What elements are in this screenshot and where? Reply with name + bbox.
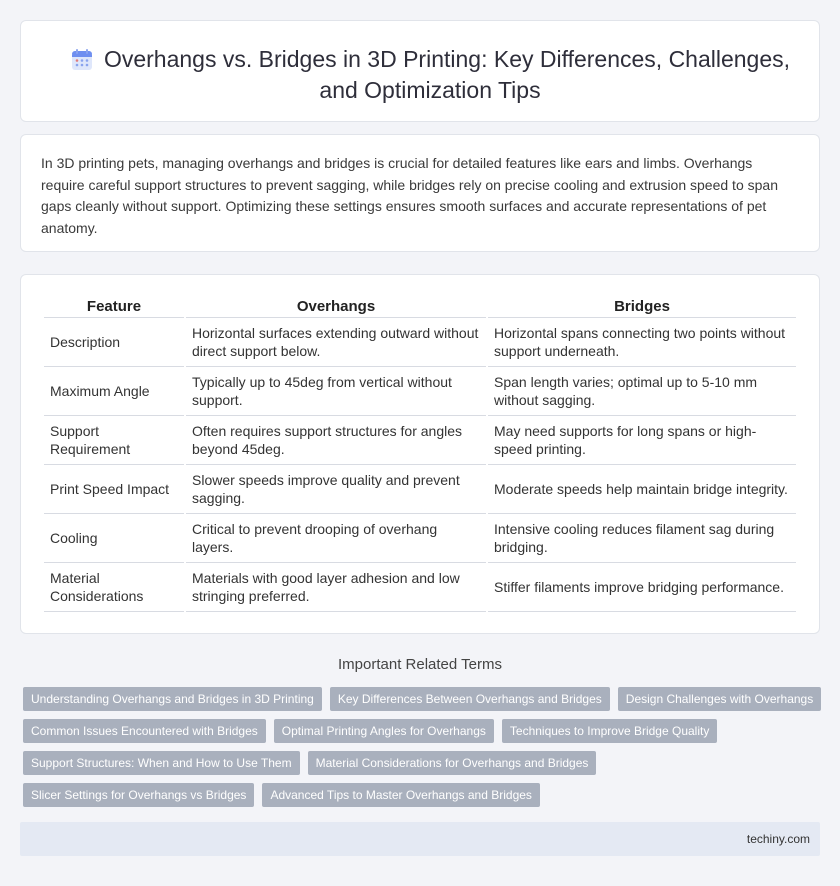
related-term-tag[interactable]: Material Considerations for Overhangs and Bridges <box>308 751 597 775</box>
table-row <box>44 416 796 465</box>
related-term-tag[interactable]: Slicer Settings for Overhangs vs Bridges <box>23 783 254 807</box>
title-card <box>20 20 820 122</box>
tag-row <box>23 687 823 711</box>
intro-card <box>20 134 820 252</box>
table-cell-overhangs: Slower speeds improve quality and prevent sagging. <box>186 465 486 514</box>
table-cell-bridges: Moderate speeds help maintain bridge integrity. <box>488 465 796 514</box>
related-term-tag[interactable]: Design Challenges with Overhangs <box>618 687 821 711</box>
comparison-table <box>42 297 798 612</box>
tag-row <box>23 719 823 743</box>
column-header-overhangs: Overhangs <box>186 297 486 318</box>
table-cell-feature: Maximum Angle <box>44 367 184 416</box>
table-cell-bridges: Intensive cooling reduces filament sag during bridging. <box>488 514 796 563</box>
table-cell-feature: Cooling <box>44 514 184 563</box>
table-cell-bridges: Horizontal spans connecting two points without support underneath. <box>488 318 796 367</box>
table-header-row <box>44 297 796 318</box>
table-cell-overhangs: Materials with good layer adhesion and low stringing preferred. <box>186 563 486 612</box>
table-cell-overhangs: Horizontal surfaces extending outward without direct support below. <box>186 318 486 367</box>
table-row <box>44 318 796 367</box>
column-header-bridges: Bridges <box>488 297 796 318</box>
table-cell-bridges: Span length varies; optimal up to 5-10 mm without sagging. <box>488 367 796 416</box>
column-header-feature: Feature <box>44 297 184 318</box>
tag-row <box>23 751 823 775</box>
table-cell-overhangs: Often requires support structures for angles beyond 45deg. <box>186 416 486 465</box>
related-term-tag[interactable]: Optimal Printing Angles for Overhangs <box>274 719 494 743</box>
related-term-tag[interactable]: Techniques to Improve Bridge Quality <box>502 719 717 743</box>
related-term-tag[interactable]: Common Issues Encountered with Bridges <box>23 719 266 743</box>
table-cell-bridges: Stiffer filaments improve bridging performance. <box>488 563 796 612</box>
table-row <box>44 563 796 612</box>
table-row <box>44 367 796 416</box>
table-cell-bridges: May need supports for long spans or high-speed printing. <box>488 416 796 465</box>
table-cell-feature: Print Speed Impact <box>44 465 184 514</box>
site-name[interactable]: techiny.com <box>746 832 810 846</box>
table-cell-feature: Support Requirement <box>44 416 184 465</box>
intro-paragraph: In 3D printing pets, managing overhangs and bridges is crucial for detailed features like ears and limbs. Overhangs require careful support structures to prevent sagging, while bridges rely on precise cooling and extrusion speed to span gaps cleanly without support. Optimizing these settings ensures smooth surfaces and accurate representations of pet anatomy. <box>41 155 778 236</box>
table-cell-feature: Material Considerations <box>44 563 184 612</box>
footer <box>20 822 820 856</box>
related-term-tag[interactable]: Key Differences Between Overhangs and Bridges <box>330 687 610 711</box>
table-cell-feature: Description <box>44 318 184 367</box>
related-term-tag[interactable]: Support Structures: When and How to Use Them <box>23 751 300 775</box>
table-cell-overhangs: Critical to prevent drooping of overhang layers. <box>186 514 486 563</box>
page-title: Overhangs vs. Bridges in 3D Printing: Key Differences, Challenges, and Optimization Tips <box>103 46 791 103</box>
tag-row <box>23 783 823 807</box>
related-term-tag[interactable]: Advanced Tips to Master Overhangs and Bridges <box>262 783 539 807</box>
table-row <box>44 465 796 514</box>
related-terms-list <box>23 687 823 815</box>
comparison-card <box>20 274 820 634</box>
table-cell-overhangs: Typically up to 45deg from vertical without support. <box>186 367 486 416</box>
related-terms-heading: Important Related Terms <box>338 656 502 673</box>
related-term-tag[interactable]: Understanding Overhangs and Bridges in 3D Printing <box>23 687 322 711</box>
table-row <box>44 514 796 563</box>
